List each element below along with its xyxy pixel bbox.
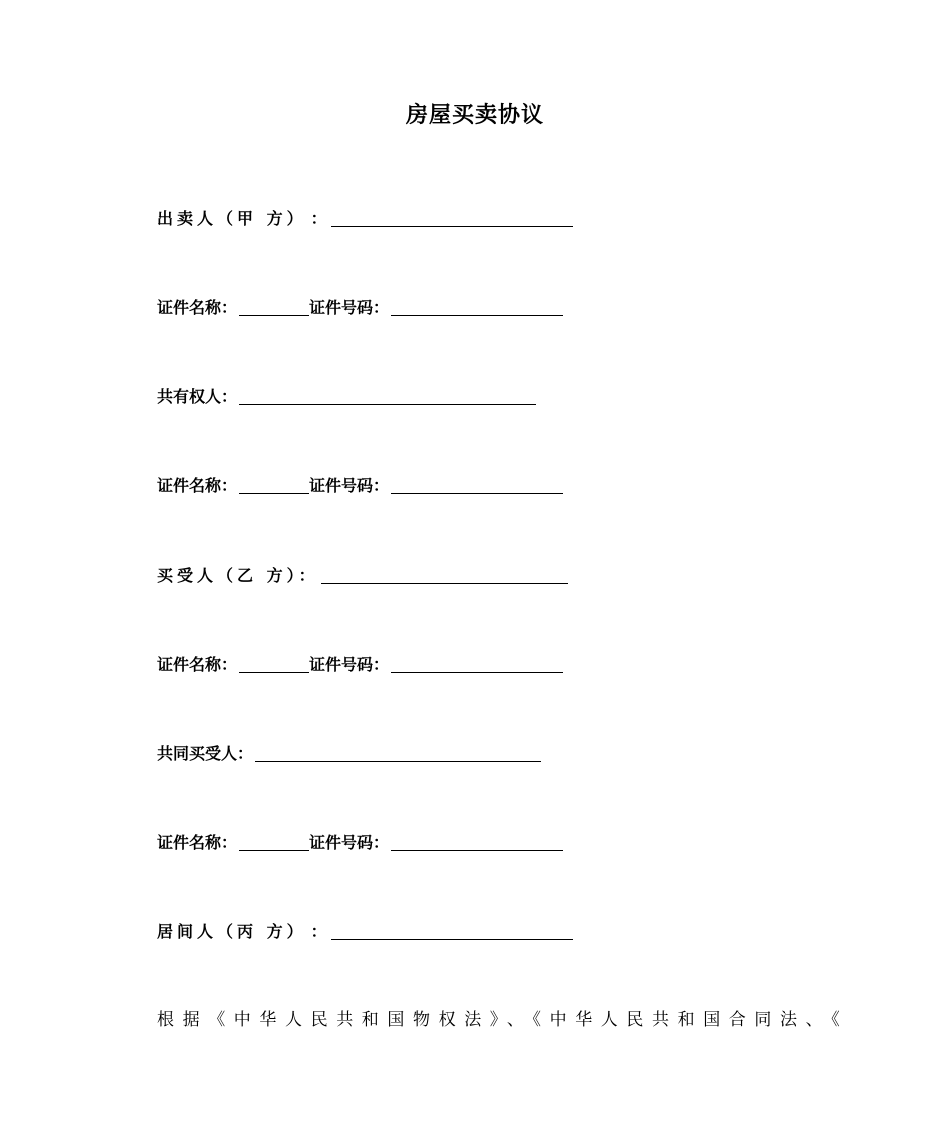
seller-id-no-label: 证件号码： [309,298,390,317]
co-buyer-id-type-field[interactable] [239,834,309,851]
co-buyer-id-no-field[interactable] [391,834,563,851]
buyer-id-row [157,652,563,676]
document-title: 房屋买卖协议 [405,103,544,128]
broker-label: 居间人（丙 方） [157,922,307,941]
broker-colon: ： [310,922,327,941]
co-owner-id-row [157,473,563,497]
seller-label: 出卖人（甲 方） [157,209,307,228]
seller-id-type-label: 证件名称： [157,298,238,317]
co-owner-id-no-field[interactable] [391,477,563,494]
co-buyer-name-field[interactable] [255,745,541,762]
co-owner-id-type-label: 证件名称： [157,476,238,495]
co-owner-label: 共有权人： [157,387,238,406]
seller-name-field[interactable] [331,210,573,227]
co-owner-id-no-label: 证件号码： [309,476,390,495]
broker-row [157,919,573,943]
co-buyer-id-type-label: 证件名称： [157,833,238,852]
seller-colon: ： [310,209,327,228]
co-owner-name-field[interactable] [239,388,536,405]
co-owner-id-type-field[interactable] [239,477,309,494]
seller-row [157,206,573,230]
buyer-id-type-label: 证件名称： [157,655,238,674]
co-buyer-row [157,741,541,765]
buyer-label: 买受人（乙 方）： [157,566,319,585]
buyer-row [157,563,568,587]
co-buyer-id-no-label: 证件号码： [309,833,390,852]
buyer-id-type-field[interactable] [239,656,309,673]
co-buyer-id-row [157,830,563,854]
buyer-id-no-label: 证件号码： [309,655,390,674]
broker-name-field[interactable] [331,923,573,940]
seller-id-no-field[interactable] [391,299,563,316]
body-paragraph: 根据《中华人民共和国物权法》、《中华人民共和国合同法、《 [157,1010,849,1030]
co-buyer-label: 共同买受人： [157,744,254,763]
buyer-name-field[interactable] [321,567,568,584]
seller-id-type-field[interactable] [239,299,309,316]
seller-id-row [157,295,563,319]
buyer-id-no-field[interactable] [391,656,563,673]
co-owner-row [157,384,536,408]
